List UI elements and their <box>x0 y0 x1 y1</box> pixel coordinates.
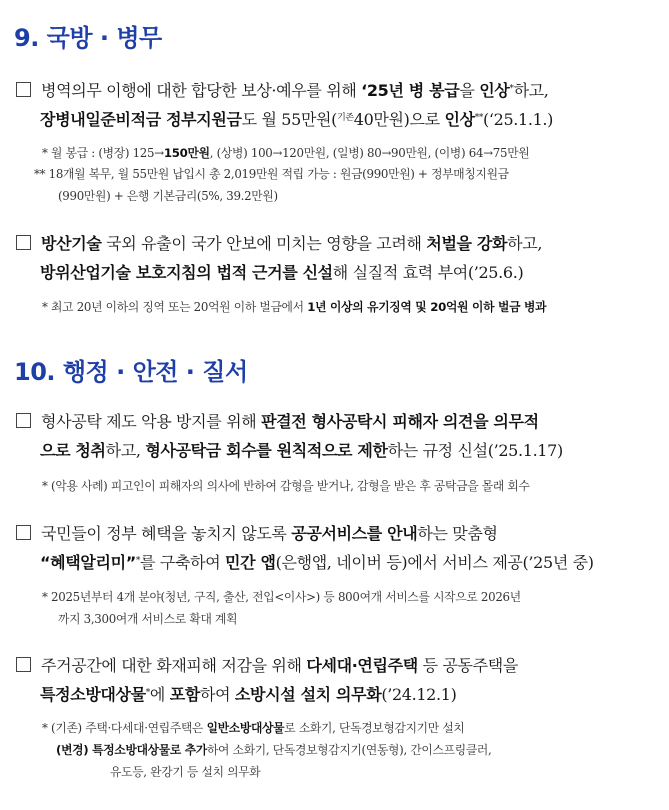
criminal-deposit-footnote: * (악용 사례) 피고인이 피해자의 의사에 반하여 감형을 받거나, 감형을 받은 후 공탁금을 몰래 회수 <box>42 479 530 493</box>
fire-safety-footnote-after-cont: 유도등, 완강기 등 설치 의무화 <box>110 765 261 779</box>
defense-tech-footnote: * 최고 20년 이하의 징역 또는 20억원 이하 벌금에서 1년 이상의 유기징역 및 20억원 이하 벌금 병과 <box>42 300 547 314</box>
criminal-deposit-item: 형사공탁 제도 악용 방지를 위해 판결전 형사공탁시 피해자 의견을 의무적 으로 청취하고, 형사공탁금 회수를 원칙적으로 제한하는 규정 신설(’25.1.17) <box>16 407 659 465</box>
benefit-alert-footnote-cont: 까지 3,300여개 서비스로 확대 계획 <box>58 612 238 626</box>
fire-safety-footnote-after: (변경) 특정소방대상물로 추가하여 소화기, 단독경보형감지기(연동형), 간이스프링클러, <box>56 743 492 757</box>
savings-footnote-cont: (990만원) + 은행 기본금리(5%, 39.2만원) <box>58 189 278 203</box>
checkbox-bullet <box>16 235 31 250</box>
savings-footnote: ** 18개월 복무, 월 55만원 납입시 총 2,019만원 적립 가능 : 원금(990만원) + 정부매칭지원금 <box>34 167 509 181</box>
checkbox-bullet <box>16 657 31 672</box>
fire-safety-item: 주거공간에 대한 화재피해 저감을 위해 다세대·연립주택 등 공동주택을 특정소방대상물*에 포함하여 소방시설 설치 의무화(’24.12.1) <box>16 651 659 709</box>
defense-tech-item: 방산기술 국외 유출이 국가 안보에 미치는 영향을 고려해 처벌을 강화하고, 방위산업기술 보호지침의 법적 근거를 신설해 실질적 효력 부여(’25.6.) <box>16 229 659 287</box>
pay-footnote: * 월 봉급 : (병장) 125→150만원, (상병) 100→120만원, (일병) 80→90만원, (이병) 64→75만원 <box>42 146 530 160</box>
benefit-alert-item: 국민들이 정부 혜택을 놓치지 않도록 공공서비스를 안내하는 맞춤형 “혜택알리미”*를 구축하여 민간 앱(은행앱, 네이버 등)에서 서비스 제공(’25년 중) <box>16 519 659 577</box>
benefit-alert-footnote: * 2025년부터 4개 분야(청년, 구직, 출산, 전입<이사>) 등 800여개 서비스를 시작으로 2026년 <box>42 590 521 604</box>
checkbox-bullet <box>16 413 31 428</box>
section-10-title: 10. 행정 · 안전 · 질서 <box>14 358 248 386</box>
fire-safety-footnote-before: * (기존) 주택·다세대·연립주택은 일반소방대상물로 소화기, 단독경보형감지기만 설치 <box>42 721 465 735</box>
section-9-title: 9. 국방 · 병무 <box>14 24 162 52</box>
checkbox-bullet <box>16 525 31 540</box>
military-pay-item: 병역의무 이행에 대한 합당한 보상·예우를 위해 ‘25년 병 봉급을 인상*하고, 장병내일준비적금 정부지원금도 월 55만원($^{기존}$40만원)으로 인상**(‘25.1.1.) <box>16 76 659 134</box>
checkbox-bullet <box>16 82 31 97</box>
